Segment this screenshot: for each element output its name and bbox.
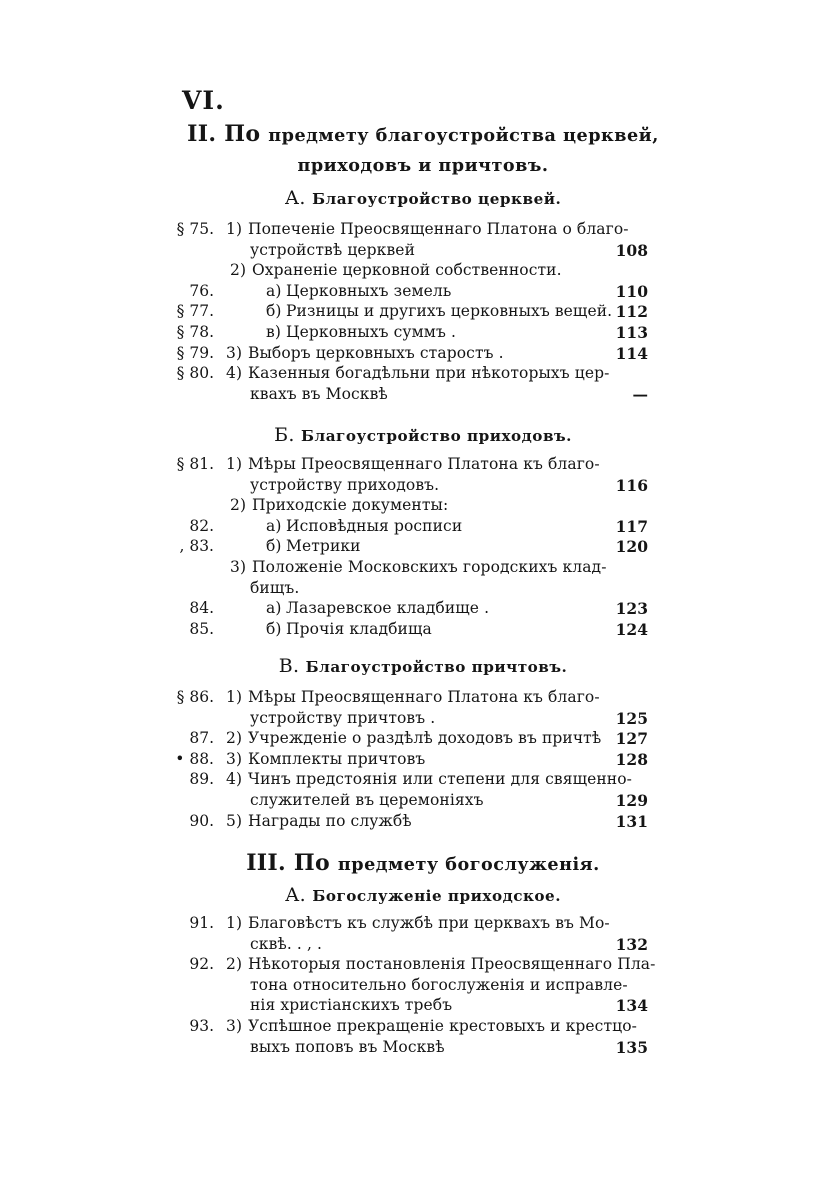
toc-entry-line: [0, 385, 840, 407]
page-number: 114: [615, 344, 648, 363]
page-number: 116: [615, 476, 648, 495]
heading-run: Благоустройство приходовъ.: [301, 427, 572, 445]
section-number: 91.: [189, 914, 214, 932]
entry-title: Комплекты причтовъ: [248, 750, 426, 768]
entry-title: Выборъ церковныхъ старостъ .: [248, 344, 504, 362]
toc-entry-line: [0, 620, 840, 642]
entry-title: Благовѣстъ къ службѣ при церквахъ въ Мо-: [248, 914, 610, 932]
toc-entry-line: [0, 599, 840, 621]
page-number: 108: [615, 241, 648, 260]
toc-entry-line: [0, 558, 840, 580]
section-number: 93.: [189, 1017, 214, 1035]
page-number: 112: [615, 302, 648, 321]
page-number: 132: [615, 935, 648, 954]
entry-title: Успѣшное прекращеніе крестовыхъ и крестцо-: [248, 1017, 637, 1035]
toc-entry-line: [0, 914, 840, 936]
section-number: 87.: [189, 729, 214, 747]
toc-entry-line: [0, 709, 840, 731]
toc-entry-line: [0, 935, 840, 957]
section-number: § 86.: [176, 688, 214, 706]
toc-entry-line: [0, 476, 840, 498]
sub-item-letter: а): [266, 282, 282, 300]
item-number: 5): [226, 812, 243, 830]
section-number: 90.: [189, 812, 214, 830]
heading-run: III. По: [246, 850, 338, 876]
entry-title: Лазаревское кладбище .: [286, 599, 490, 617]
page-number: 134: [615, 996, 648, 1015]
item-number: 4): [226, 364, 243, 382]
heading-run: А.: [284, 187, 313, 209]
page-number: 125: [615, 709, 648, 728]
page-number: 110: [615, 282, 648, 301]
toc-entry-line: [0, 241, 840, 263]
toc-entry-line: [0, 1017, 840, 1039]
toc-entry-line: [0, 537, 840, 559]
heading-run: В.: [278, 655, 306, 677]
entry-title-continued: служителей въ церемоніяхъ: [250, 791, 484, 809]
heading-run: II. По: [187, 121, 269, 147]
page-number: 124: [615, 620, 648, 639]
entry-title: Награды по службѣ: [248, 812, 412, 830]
sub-item-letter: а): [266, 599, 282, 617]
item-number: 2): [226, 955, 243, 973]
item-number: 3): [226, 344, 243, 362]
entry-title: Прочія кладбища: [286, 620, 432, 638]
entry-title: Мѣры Преосвященнаго Платона къ благо-: [248, 688, 600, 706]
item-number: 1): [226, 220, 243, 238]
toc-entry-line: [0, 812, 840, 834]
page-number: 128: [615, 750, 648, 769]
page-number: 117: [615, 517, 648, 536]
heading-run: предмету благоустройства церквей,: [268, 125, 659, 146]
subsection-heading: [150, 187, 696, 209]
toc-entry-line: [0, 261, 840, 283]
entry-title: Казенныя богадѣльни при нѣкоторыхъ цер-: [248, 364, 610, 382]
toc-entry-line: [0, 770, 840, 792]
entry-title-continued: квахъ въ Москвѣ: [250, 385, 388, 403]
page-number: —: [632, 385, 648, 404]
entry-title: Нѣкоторыя постановленія Преосвященнаго Пла-: [248, 955, 656, 973]
sub-item-letter: в): [266, 323, 281, 341]
entry-title-continued: устройству причтовъ .: [250, 709, 436, 727]
toc-entry-line: [0, 496, 840, 518]
toc-entry-line: [0, 344, 840, 366]
section-number: 82.: [189, 517, 214, 535]
toc-entry-line: [0, 455, 840, 477]
heading-run: Б.: [274, 424, 302, 446]
section-number: § 77.: [176, 302, 214, 320]
folio-number: VI.: [182, 86, 225, 115]
entry-title-continued: устройствѣ церквей: [250, 241, 415, 259]
entry-title: Мѣры Преосвященнаго Платона къ благо-: [248, 455, 600, 473]
item-number: 1): [226, 455, 243, 473]
toc-entry-line: [0, 750, 840, 772]
section-number: , 83.: [179, 537, 214, 555]
entry-title: Охраненіе церковной собственности.: [252, 261, 562, 279]
page-number: 127: [615, 729, 648, 748]
entry-title: Положеніе Московскихъ городскихъ клад-: [252, 558, 607, 576]
item-number: 2): [230, 496, 247, 514]
entry-title-continued: тона относительно богослуженія и исправле-: [250, 976, 628, 994]
entry-title: Церковныхъ суммъ .: [286, 323, 456, 341]
entry-title: Попеченіе Преосвященнаго Платона о благо-: [248, 220, 629, 238]
toc-entry-line: [0, 282, 840, 304]
toc-entry-line: [0, 220, 840, 242]
page-number: 123: [615, 599, 648, 618]
toc-entry-line: [0, 364, 840, 386]
heading-run: Благоустройство церквей.: [312, 190, 562, 208]
item-number: 1): [226, 688, 243, 706]
subsection-heading: [150, 424, 696, 446]
toc-entry-line: [0, 996, 840, 1018]
heading-run: предмету богослуженія.: [337, 854, 600, 875]
entry-title-continued: бищъ.: [250, 579, 300, 597]
section-number: • 88.: [175, 750, 214, 768]
entry-title-continued: сквѣ. . , .: [250, 935, 323, 953]
heading-run: Богослуженіе приходское.: [312, 887, 562, 905]
item-number: 1): [226, 914, 243, 932]
entry-title: Учрежденіе о раздѣлѣ доходовъ въ причтѣ: [248, 729, 602, 747]
item-number: 3): [226, 1017, 243, 1035]
section-number: 85.: [189, 620, 214, 638]
entry-title-continued: устройству приходовъ.: [250, 476, 440, 494]
toc-entry-line: [0, 579, 840, 601]
toc-entry-line: [0, 302, 840, 324]
section-number: 76.: [189, 282, 214, 300]
section-number: 84.: [189, 599, 214, 617]
page-number: 131: [615, 812, 648, 831]
heading-run: Благоустройство причтовъ.: [305, 658, 568, 676]
toc-entry-line: [0, 688, 840, 710]
heading-run: А.: [284, 884, 313, 906]
sub-item-letter: б): [266, 620, 282, 638]
toc-entry-line: [0, 1038, 840, 1060]
item-number: 2): [230, 261, 247, 279]
toc-entry-line: [0, 517, 840, 539]
sub-item-letter: б): [266, 537, 282, 555]
entry-title: Церковныхъ земель: [286, 282, 452, 300]
page-number: 120: [615, 537, 648, 556]
entry-title: Исповѣдныя росписи: [286, 517, 463, 535]
section-number: § 78.: [176, 323, 214, 341]
subsection-heading: [150, 884, 696, 906]
section-number: 92.: [189, 955, 214, 973]
section-number: § 75.: [176, 220, 214, 238]
section-number: § 79.: [176, 344, 214, 362]
section-number: § 81.: [176, 455, 214, 473]
section-number: § 80.: [176, 364, 214, 382]
sub-item-letter: б): [266, 302, 282, 320]
item-number: 3): [230, 558, 247, 576]
item-number: 3): [226, 750, 243, 768]
entry-title-continued: выхъ поповъ въ Москвѣ: [250, 1038, 445, 1056]
page-number: 129: [615, 791, 648, 810]
entry-title: Метрики: [286, 537, 361, 555]
toc-entry-line: [0, 955, 840, 977]
page-number: 135: [615, 1038, 648, 1057]
entry-title: Чинъ предстоянія или степени для священно-: [248, 770, 633, 788]
entry-title: Ризницы и другихъ церковныхъ вещей.: [286, 302, 613, 320]
entry-title-continued: нія христіанскихъ требъ: [250, 996, 453, 1014]
toc-entry-line: [0, 791, 840, 813]
heading-run: приходовъ и причтовъ.: [297, 155, 549, 176]
item-number: 4): [226, 770, 243, 788]
section-number: 89.: [189, 770, 214, 788]
part-title: [150, 850, 696, 876]
part-title: [150, 121, 696, 147]
part-title-line2: [150, 151, 696, 177]
toc-entry-line: [0, 323, 840, 345]
item-number: 2): [226, 729, 243, 747]
subsection-heading: [150, 655, 696, 677]
toc-entry-line: [0, 729, 840, 751]
page-number: 113: [615, 323, 648, 342]
toc-entry-line: [0, 976, 840, 998]
sub-item-letter: а): [266, 517, 282, 535]
entry-title: Приходскіе документы:: [252, 496, 449, 514]
